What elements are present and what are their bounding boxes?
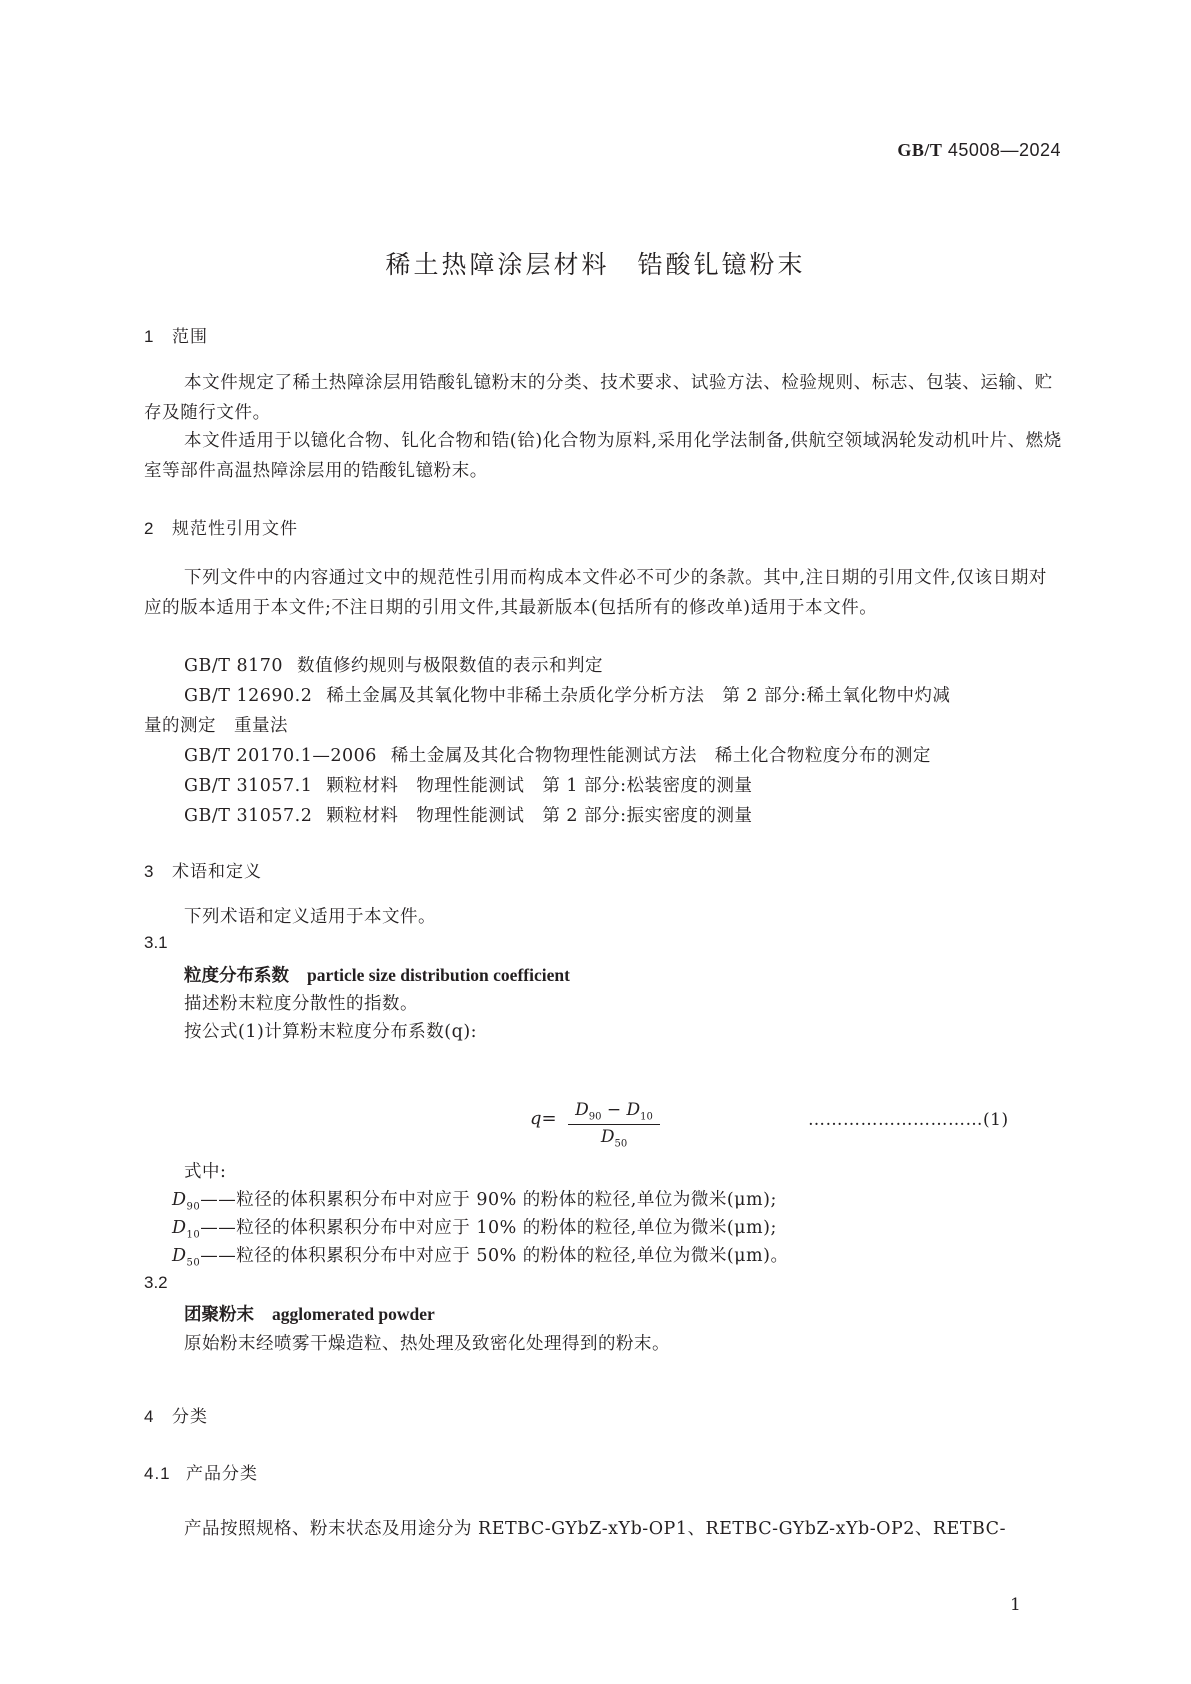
section-1-para-2: 本文件适用于以镱化合物、钆化合物和锆(铪)化合物为原料,采用化学法制备,供航空领域涡轮发动机叶片、燃烧室等部件高温热障涂层用的锆酸钆镱粉末。 [144,431,1062,481]
section-2-heading: 2 规范性引用文件 [144,519,298,539]
formula-lhs: q= [530,1108,557,1129]
clause-3-1-number: 3.1 [144,933,168,952]
reference-item-continued: 量的测定 重量法 [144,716,288,736]
term-3-1: 粒度分布系数 particle size distribution coefficient [184,965,570,986]
formula-fraction [568,1100,660,1150]
formula-numerator: $D_{90} - D_{10}$ [568,1100,660,1125]
section-3-intro: 下列术语和定义适用于本文件。 [184,907,436,927]
page-number: 1 [1010,1595,1021,1615]
equation-number: …………………………(1) [808,1110,1009,1130]
section-1-heading: 1 范围 [144,327,208,347]
reference-item: GB/T 31057.1 颗粒材料 物理性能测试 第 1 部分:松装密度的测量 [184,776,753,796]
document-title: 稀土热障涂层材料 锆酸钆镱粉末 [385,250,806,279]
reference-item: GB/T 31057.2 颗粒材料 物理性能测试 第 2 部分:振实密度的测量 [184,806,753,826]
standard-number: GB/T 45008—2024 [897,140,1061,160]
section-2-intro: 下列文件中的内容通过文中的规范性引用而构成本文件必不可少的条款。其中,注日期的引用文件,仅该日期对应的版本适用于本文件;不注日期的引用文件,其最新版本(包括所有的修改单)适用于本文件。 [144,568,1048,618]
where-label: 式中: [184,1162,227,1182]
section-4-heading: 4 分类 [144,1407,208,1427]
section-4-1-heading: 4.1 产品分类 [144,1464,258,1484]
term-3-2: 团聚粉末 agglomerated powder [184,1304,435,1325]
section-4-1-text: 产品按照规格、粉末状态及用途分为 RETBC-GYbZ-xYb-OP1、RETBC-GYbZ-xYb-OP2、RETBC- [184,1519,1006,1539]
section-1-para-1: 本文件规定了稀土热障涂层用锆酸钆镱粉末的分类、技术要求、试验方法、检验规则、标志、包装、运输、贮存及随行文件。 [144,373,1053,423]
reference-item: GB/T 8170 数值修约规则与极限数值的表示和判定 [184,656,604,676]
variable-definition: $D_{10}——$粒径的体积累积分布中对应于 10% 的粉体的粒径,单位为微米(μm); [172,1218,777,1241]
formula-denominator: $D_{50}$ [600,1127,628,1150]
reference-item: GB/T 12690.2 稀土金属及其氧化物中非稀土杂质化学分析方法 第 2 部分:稀土氧化物中灼减 [184,686,951,706]
term-3-1-definition: 描述粉末粒度分散性的指数。 [184,994,418,1014]
reference-item: GB/T 20170.1—2006 稀土金属及其化合物物理性能测试方法 稀土化合物粒度分布的测定 [184,746,931,766]
variable-definition: $D_{90}——$粒径的体积累积分布中对应于 90% 的粉体的粒径,单位为微米(μm); [172,1190,777,1213]
variable-definition: $D_{50}——$粒径的体积累积分布中对应于 50% 的粉体的粒径,单位为微米(μm)。 [172,1246,789,1269]
clause-3-2-number: 3.2 [144,1273,168,1292]
term-3-2-definition: 原始粉末经喷雾干燥造粒、热处理及致密化处理得到的粉末。 [184,1334,670,1354]
term-3-1-calc-intro: 按公式(1)计算粉末粒度分布系数(q): [184,1022,478,1042]
section-3-heading: 3 术语和定义 [144,862,262,882]
